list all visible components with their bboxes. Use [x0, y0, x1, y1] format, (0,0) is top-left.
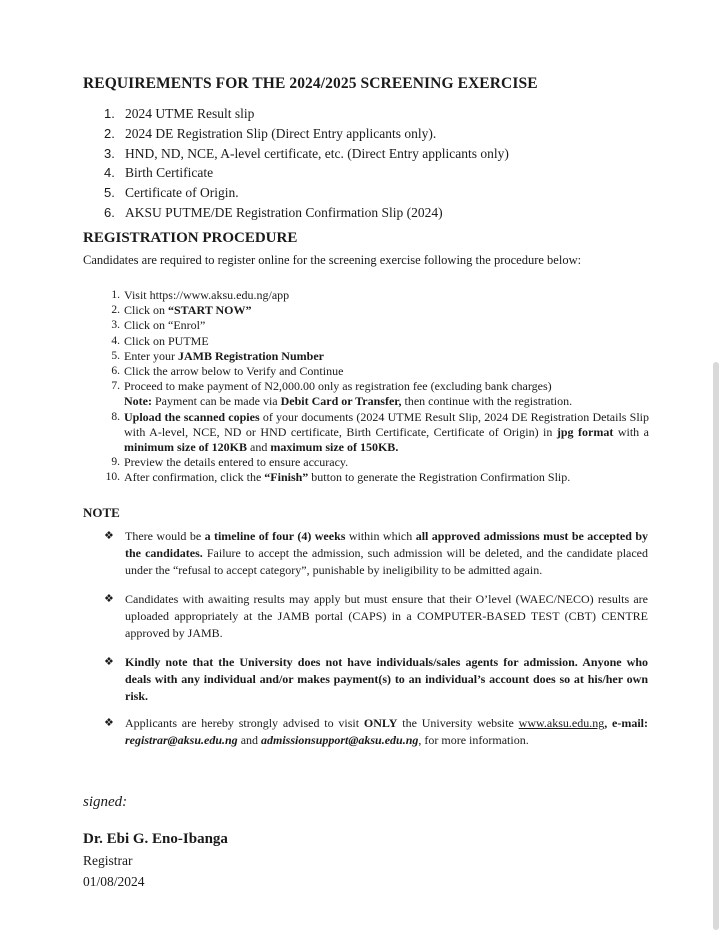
list-item: ❖ There would be a timeline of four (4) weeks within which all approved admissions must be accepted by the candidates. Failure to accept the admission, such admission will be deleted, and the candidate placed under the “refusal to accept category”, punishable by ineligibility to be admitted again. — [104, 529, 649, 577]
list-item: 9. Preview the details entered to ensure accuracy. — [111, 455, 349, 470]
list-item: 2. Click on “START NOW” — [111, 303, 252, 318]
admission-support-email[interactable]: admissionsupport@aksu.edu.ng — [261, 733, 419, 747]
procedure-intro: Candidates are required to register online for the screening exercise following the procedure below: — [83, 253, 582, 267]
list-item: 2. 2024 DE Registration Slip (Direct Entry applicants only). — [104, 125, 437, 141]
list-item: 1. Visit https://www.aksu.edu.ng/app — [111, 288, 290, 302]
list-item: 7. Proceed to make payment of N2,000.00 only as registration fee (excluding bank charges) Note: Payment can be made via Debit Card or Transfer, then continue with the registration. — [111, 379, 573, 409]
registrar-email[interactable]: registrar@aksu.edu.ng — [125, 733, 238, 747]
list-item: ❖ Candidates with awaiting results may apply but must ensure that their O’level (WAEC/NECO) results are uploaded appropriately at the JAMB portal (CAPS) in a COMPUTER-BASED TEST (CBT) CENTRE approved by JAMB. — [104, 592, 648, 640]
website-link[interactable]: www.aksu.edu.ng — [518, 716, 605, 730]
notes-list — [104, 528, 648, 761]
diamond-bullet-icon: ❖ — [104, 593, 114, 605]
list-item: 1. 2024 UTME Result slip — [104, 106, 255, 121]
diamond-bullet-icon: ❖ — [104, 656, 114, 668]
list-item: 10. After confirmation, click the “Finish” button to generate the Registration Confirmation Slip. — [105, 470, 571, 485]
diamond-bullet-icon: ❖ — [104, 530, 114, 542]
list-item: ❖ Kindly note that the University does not have individuals/sales agents for admission. Anyone who deals with any individual and/or makes payment(s) to an individual’s account does so at his/her own risk. — [104, 655, 648, 703]
signatory-role: Registrar — [83, 853, 133, 868]
list-item: 6. AKSU PUTME/DE Registration Confirmation Slip (2024) — [104, 204, 443, 220]
scrollbar[interactable] — [713, 362, 719, 930]
list-item: 4. Birth Certificate — [104, 165, 214, 181]
list-item: 5. Enter your JAMB Registration Number — [111, 348, 324, 363]
diamond-bullet-icon: ❖ — [104, 717, 114, 729]
requirements-heading: REQUIREMENTS FOR THE 2024/2025 SCREENING EXERCISE — [83, 75, 538, 92]
procedure-heading: REGISTRATION PROCEDURE — [83, 230, 298, 246]
requirements-list — [104, 104, 509, 223]
step-url[interactable]: Visit https://www.aksu.edu.ng/app — [124, 288, 290, 302]
list-item: 8. Upload the scanned copies of your documents (2024 UTME Result Slip, 2024 DE Registration Details Slip with A-level, NCE, ND or HND certificate, Birth Certificate, Certificate of Origin) in jpg format with a minimum size of 120KB and maximum size of 150KB. — [111, 409, 649, 455]
signed-label: signed: — [83, 794, 128, 810]
signatory-name: Dr. Ebi G. Eno-Ibanga — [83, 831, 228, 847]
list-item: 6. Click the arrow below to Verify and Continue — [111, 364, 344, 379]
procedure-steps — [104, 288, 649, 486]
list-item: 3. Click on “Enrol” — [111, 318, 206, 333]
list-item: 5. Certificate of Origin. — [104, 185, 239, 201]
signature-date: 01/08/2024 — [83, 874, 145, 889]
note-heading: NOTE — [83, 505, 120, 520]
list-item: 3. HND, ND, NCE, A-level certificate, etc. (Direct Entry applicants only) — [104, 145, 509, 161]
list-item: ❖ Applicants are hereby strongly advised to visit ONLY the University website www.aksu.edu.ng, e-mail: registrar@aksu.edu.ng and admissionsupport@aksu.edu.ng, for more information. — [104, 716, 648, 747]
list-item: 4. Click on PUTME — [111, 333, 209, 348]
